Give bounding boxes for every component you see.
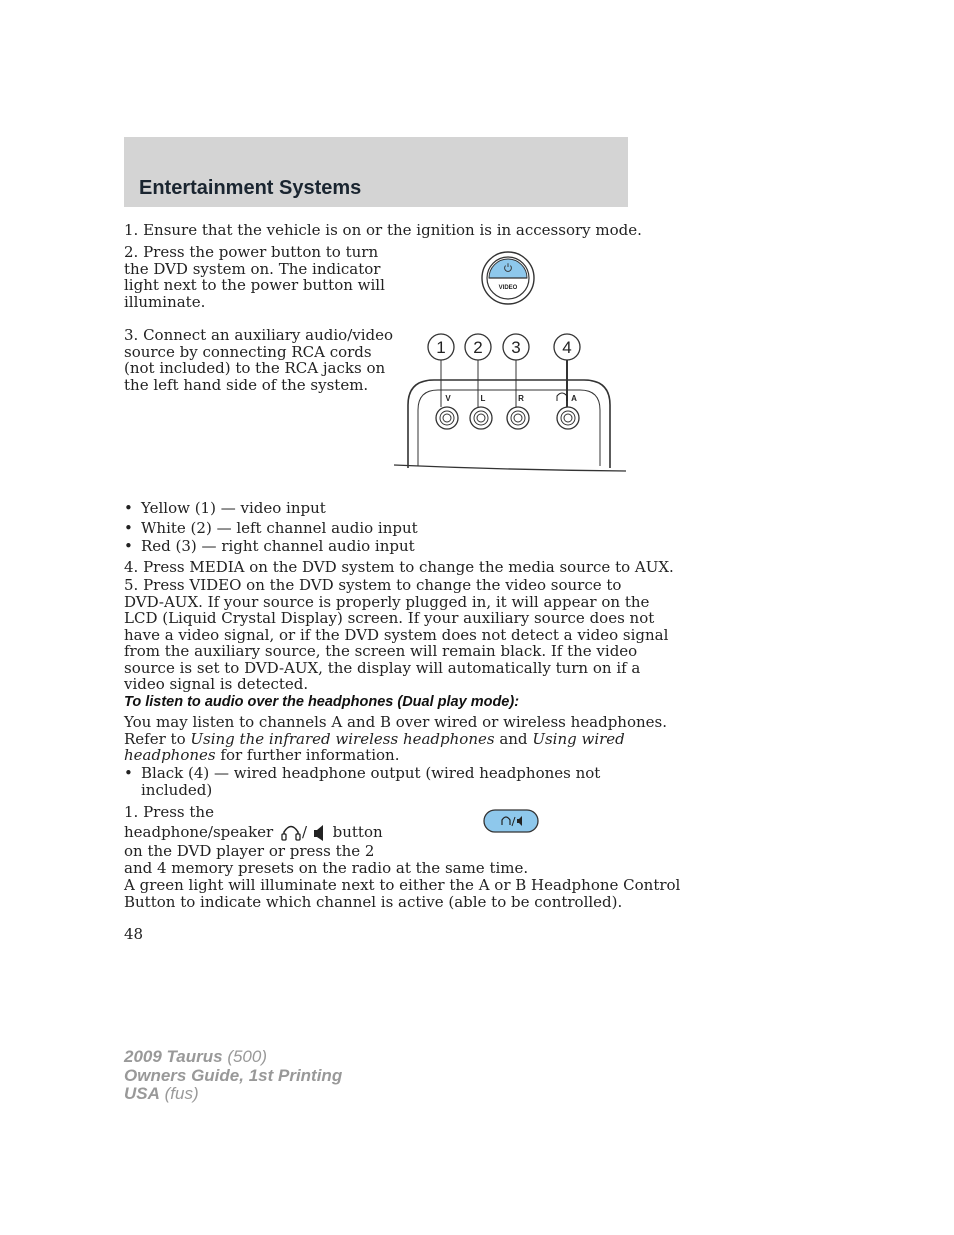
link-wired-headphones: Using wired: [532, 729, 625, 748]
step-4-text: 4. Press MEDIA on the DVD system to change the media source to AUX.: [124, 558, 674, 576]
jack-video: [436, 407, 458, 429]
press-step-line4: and 4 memory presets on the radio at the same time.: [124, 858, 529, 877]
speaker-icon: [312, 823, 326, 843]
footer-edition-info: 2009 Taurus (500) Owners Guide, 1st Printing USA (fus): [124, 1047, 343, 1103]
link-wired-headphones-cont: headphones: [124, 746, 216, 764]
callout-1: [428, 334, 454, 360]
press-step-line1: 1. Press the: [124, 803, 214, 821]
step-1-text: 1. Ensure that the vehicle is on or the ignition is in accessory mode.: [124, 221, 642, 239]
press-step-line3: on the DVD player or press the 2: [124, 842, 375, 860]
callout-4: [554, 334, 580, 360]
svg-text:4: 4: [562, 338, 572, 357]
power-video-button-illustration: [478, 250, 538, 306]
headphone-icon: [557, 393, 567, 401]
rca-jacks-diagram: [394, 330, 628, 475]
jack-right-audio: [507, 407, 529, 429]
jack-label-video: V: [445, 394, 451, 403]
jack-headphone: [557, 407, 579, 429]
section-header-band: [124, 137, 628, 207]
callout-3: [503, 334, 529, 360]
svg-text:2: 2: [473, 338, 483, 357]
dual-play-heading: To listen to audio over the headphones (Dual play mode):: [124, 694, 520, 710]
page-number: 48: [124, 925, 144, 943]
video-button-label: VIDEO: [498, 285, 518, 291]
link-wireless-headphones: Using the infrared wireless headphones: [190, 729, 495, 748]
green-light-line1: A green light will illuminate next to either the A or B Headphone Control: [124, 876, 681, 894]
green-light-line2: Button to indicate which channel is active (able to be controlled).: [124, 892, 623, 911]
jack-label-right: R: [518, 394, 524, 403]
headphone-icon: [280, 823, 302, 843]
callout-2: [465, 334, 491, 360]
jack-left-audio: [470, 407, 492, 429]
svg-text:1: 1: [436, 338, 446, 357]
svg-text:3: 3: [511, 338, 521, 357]
section-title: Entertainment Systems: [139, 177, 362, 199]
press-step-line2: headphone/speaker / button: [124, 823, 383, 841]
jack-label-headphone-a: A: [571, 394, 577, 403]
headphone-speaker-button-illustration: [482, 808, 540, 834]
jack-label-left: L: [480, 394, 486, 403]
